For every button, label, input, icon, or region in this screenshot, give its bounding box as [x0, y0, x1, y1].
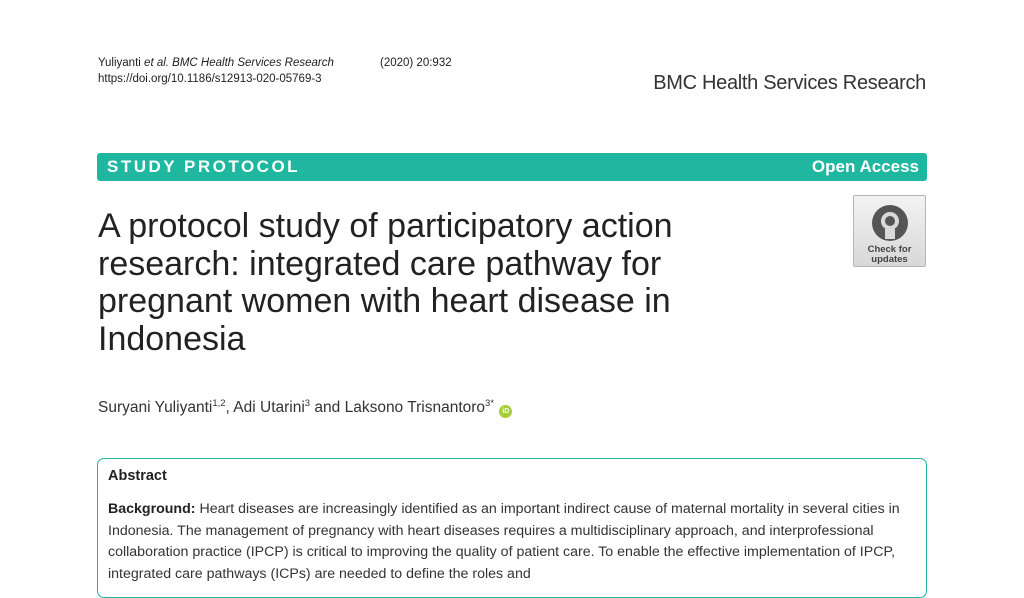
- author-affiliation: 1,2: [212, 398, 226, 409]
- doi-link[interactable]: https://doi.org/10.1186/s12913-020-05769-3: [98, 73, 322, 85]
- author-name[interactable]: Suryani Yuliyanti: [98, 399, 213, 416]
- check-for-updates-badge[interactable]: [853, 195, 926, 267]
- crossmark-icon: [870, 203, 910, 243]
- author-name[interactable]: Adi Utarini: [233, 399, 305, 416]
- author-name[interactable]: Laksono Trisnantoro: [344, 399, 486, 416]
- abstract-section: [97, 458, 927, 598]
- citation-authors: Yuliyanti: [98, 57, 141, 69]
- author-list: Suryani Yuliyanti$^{1,2}$, Adi Utarini$^3$ and Laksono Trisnantoro$^{3*}$ iD: [98, 398, 512, 418]
- journal-name: BMC Health Services Research: [653, 72, 926, 94]
- citation-journal: et al. BMC Health Services Research: [144, 57, 334, 69]
- badge-line-2: updates: [871, 254, 908, 265]
- background-label: Background:: [108, 501, 196, 517]
- author-affiliation: 3*: [485, 398, 495, 409]
- badge-line-1: Check for: [867, 244, 912, 255]
- article-title: A protocol study of participatory action research: integrated care pathway for pregnant women with heart disease in Indonesia: [98, 207, 673, 358]
- article-type: STUDY PROTOCOL: [107, 157, 301, 176]
- abstract-background: [108, 499, 914, 585]
- article-type-banner: [97, 153, 927, 181]
- citation-line: [98, 57, 452, 69]
- open-access-label: Open Access: [811, 157, 919, 176]
- background-text: Heart diseases are increasingly identified as an important indirect cause of maternal mortality in several cities in Indonesia. The management of pregnancy with heart diseases requires a multidisciplinary approach, and interprofessional collaboration practice (IPCP) is critical to improving the quality of patient care. To enable the effective implementation of IPCP, integrated care pathways (ICPs) are needed to define the roles and: [108, 501, 900, 582]
- citation-year-volume: (2020) 20:932: [380, 57, 452, 69]
- citation-doi[interactable]: [98, 73, 322, 85]
- author-affiliation: 3: [304, 398, 311, 409]
- abstract-heading: Abstract: [108, 468, 167, 484]
- orcid-icon[interactable]: iD: [499, 405, 512, 418]
